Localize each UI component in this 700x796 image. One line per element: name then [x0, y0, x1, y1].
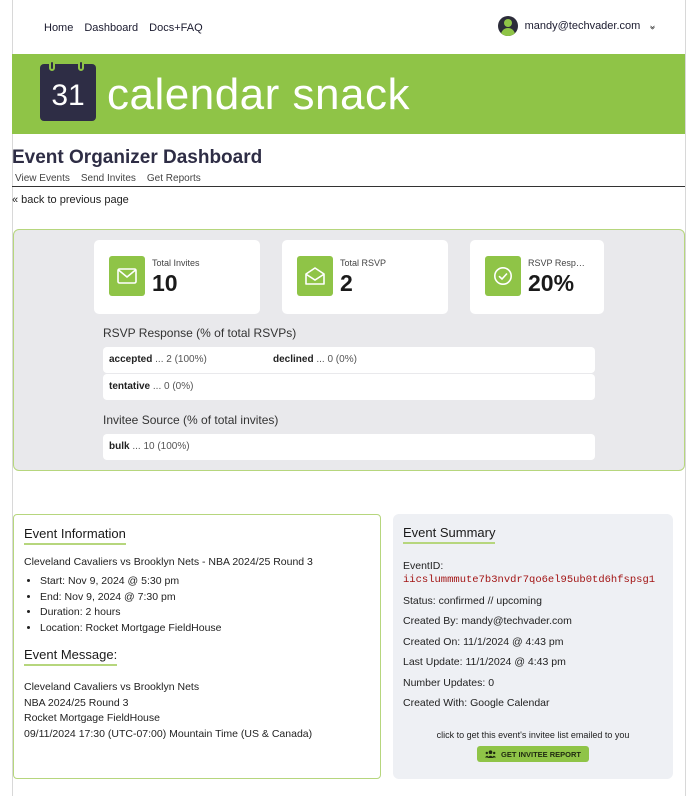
summary-created-by: [403, 615, 655, 636]
summary-label: Created On:: [403, 635, 461, 648]
stats-panel: [13, 229, 685, 471]
summary-label: Status:: [403, 594, 436, 607]
rsvp-name: tentative: [109, 381, 151, 392]
rsvp-detail: ... 0 (0%): [313, 354, 357, 365]
stat-label: RSVP Resp…: [528, 258, 585, 268]
summary-rows: [403, 560, 655, 718]
calendar-ring: [78, 60, 84, 71]
event-title: Cleveland Cavaliers vs Brooklyn Nets - NBA 2024/25 Round 3: [24, 556, 313, 568]
users-icon: [485, 750, 496, 758]
stat-value: 2: [340, 270, 353, 296]
summary-value: 11/1/2024 @ 4:43 pm: [463, 635, 564, 648]
event-details-list: [40, 574, 222, 636]
event-summary-heading: Event Summary: [403, 525, 495, 544]
tab-send-invites[interactable]: Send Invites: [80, 173, 136, 184]
page-title: Event Organizer Dashboard: [12, 147, 263, 168]
calendar-logo-icon: [40, 64, 96, 121]
envelope-icon: [109, 256, 145, 296]
tab-view-events[interactable]: View Events: [15, 173, 70, 184]
summary-created-with: [403, 697, 655, 718]
summary-label: Created By:: [403, 615, 459, 627]
nav-docs-link[interactable]: Docs+FAQ: [149, 22, 203, 34]
button-label: GET INVITEE REPORT: [500, 749, 581, 759]
summary-value: mandy@techvader.com: [461, 615, 572, 627]
right-border: [685, 0, 686, 796]
summary-label: Number Updates:: [403, 676, 486, 689]
nav-dashboard-link[interactable]: Dashboard: [84, 22, 139, 34]
stat-value: 20%: [528, 270, 575, 296]
summary-value: 11/1/2024 @ 4:43 pm: [465, 656, 566, 668]
source-heading: Invitee Source (% of total invites): [103, 413, 279, 427]
open-envelope-icon: [297, 256, 333, 296]
event-info-heading: Event Information: [24, 526, 126, 545]
event-id-value: iicslummmute7b3nvdr7qo6el95ub0td6hfspsg1: [403, 574, 656, 586]
message-line: Rocket Mortgage FieldHouse: [24, 712, 160, 724]
stat-card-rsvp-response: [470, 240, 604, 314]
stat-label: Total RSVP: [340, 258, 387, 268]
event-location: • Location: Rocket Mortgage FieldHouse: [40, 621, 222, 637]
source-row: [103, 434, 595, 460]
rsvp-detail: ... 0 (0%): [150, 381, 194, 392]
summary-value: 0: [488, 676, 495, 689]
rsvp-row: [103, 374, 595, 400]
event-end: • End: Nov 9, 2024 @ 7:30 pm: [40, 590, 222, 606]
event-id-label: EventID:: [403, 560, 444, 572]
nav-home-link[interactable]: Home: [44, 22, 74, 34]
user-avatar-icon: [498, 16, 518, 36]
user-email: mandy@techvader.com: [524, 20, 641, 32]
stat-label: Total Invites: [152, 258, 200, 268]
dashboard-tabs: [15, 173, 201, 184]
event-summary-panel: [393, 514, 673, 779]
brand-banner: [12, 54, 685, 134]
back-link[interactable]: « back to previous page: [12, 194, 129, 206]
event-message: [24, 680, 312, 742]
summary-label: Last Update:: [403, 656, 463, 668]
rsvp-accepted: [109, 354, 207, 365]
stat-card-total-invites: [94, 240, 260, 314]
rsvp-declined: [273, 354, 357, 365]
brand-name: calendar snack: [107, 70, 410, 119]
rsvp-detail: ... 2 (100%): [152, 354, 207, 365]
summary-value: Google Calendar: [470, 697, 550, 709]
source-name: bulk: [109, 441, 130, 452]
invitee-report-note: click to get this event's invitee list emailed to you: [436, 730, 630, 740]
chevron-down-icon[interactable]: ››: [647, 24, 659, 28]
summary-status: [403, 595, 655, 616]
tab-get-reports[interactable]: Get Reports: [146, 173, 201, 184]
summary-number-updates: [403, 677, 655, 698]
summary-label: Created With:: [403, 697, 468, 709]
summary-last-update: [403, 656, 655, 677]
message-line: 09/11/2024 17:30 (UTC-07:00) Mountain Time (US & Canada): [24, 727, 313, 740]
summary-created-on: [403, 636, 655, 657]
event-message-heading: Event Message:: [24, 647, 117, 666]
source-detail: ... 10 (100%): [129, 441, 190, 452]
rsvp-tentative: [109, 381, 193, 392]
stat-card-total-rsvp: [282, 240, 448, 314]
top-nav: [44, 22, 203, 34]
rsvp-name: declined: [273, 354, 314, 365]
summary-value: confirmed // upcoming: [438, 594, 542, 607]
stat-value: 10: [152, 270, 178, 296]
source-bulk: [109, 441, 190, 452]
rsvp-name: accepted: [109, 354, 153, 365]
rsvp-row: [103, 347, 595, 373]
message-line: NBA 2024/25 Round 3: [24, 696, 129, 709]
event-info-panel: [13, 514, 381, 779]
user-menu[interactable]: [498, 16, 659, 36]
event-duration: • Duration: 2 hours: [40, 605, 222, 621]
rsvp-heading: RSVP Response (% of total RSVPs): [103, 326, 297, 340]
logo-number: 31: [51, 79, 85, 112]
get-invitee-report-button[interactable]: [477, 746, 589, 762]
calendar-ring: [49, 60, 55, 71]
message-line: Cleveland Cavaliers vs Brooklyn Nets: [24, 681, 200, 693]
event-start: • Start: Nov 9, 2024 @ 5:30 pm: [40, 574, 222, 590]
divider: [12, 186, 685, 187]
check-circle-icon: [485, 256, 521, 296]
